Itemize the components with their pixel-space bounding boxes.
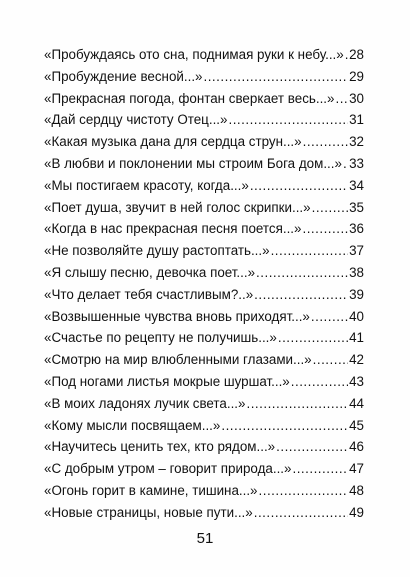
toc-entry: [44, 218, 364, 240]
toc-entry-title: «Что делает тебя счастливым?..»: [44, 286, 254, 302]
toc-entry-page: 45: [349, 417, 364, 433]
toc-dot-leader: [302, 218, 348, 240]
toc-entry: [44, 327, 364, 349]
toc-entry-page: 37: [349, 243, 364, 259]
toc-entry-title: «С добрым утром – говорит природа...»: [44, 461, 292, 477]
toc-dot-leader: [203, 66, 348, 88]
toc-dot-leader: [311, 306, 348, 328]
toc-entry: [44, 153, 364, 175]
toc-dot-leader: [303, 131, 349, 153]
toc-entry-page: 48: [349, 482, 364, 498]
toc-entry: [44, 175, 364, 197]
toc-dot-leader: [256, 262, 348, 284]
toc-entry-title: «Мы постигаем красоту, когда...»: [44, 177, 249, 193]
toc-entry-title: «Не позволяйте душу растоптать...»: [44, 243, 270, 259]
toc-dot-leader: [271, 240, 349, 262]
toc-entry: [44, 131, 364, 153]
toc-dot-leader: [291, 371, 348, 393]
toc-entry-page: 36: [349, 221, 364, 237]
toc-entry-page: 49: [349, 504, 364, 520]
toc-entry: [44, 284, 364, 306]
toc-entry: [44, 240, 364, 262]
toc-entry-title: «Поет душа, звучит в ней голос скрипки...»: [44, 199, 311, 215]
toc-dot-leader: [254, 284, 348, 306]
toc-entry-page: 28: [349, 47, 364, 62]
toc-dot-leader: [276, 436, 348, 458]
toc-entry-title: «Дай сердцу чистоту Отец...»: [44, 112, 228, 128]
toc-dot-leader: [335, 88, 348, 110]
toc-entry-title: «В моих ладонях лучик света...»: [44, 395, 246, 411]
page-number: 51: [196, 530, 214, 547]
toc-entry-page: 34: [349, 177, 364, 193]
toc-entry-title: «Я слышу песню, девочка поет...»: [44, 264, 256, 280]
toc-dot-leader: [228, 109, 348, 131]
toc-entry-title: «Счастье по рецепту не получишь...»: [44, 330, 277, 346]
toc-entry-title: «Огонь горит в камине, тишина...»: [44, 482, 258, 498]
toc-entry: [44, 436, 364, 458]
toc-entry-title: «Возвышенные чувства вновь приходят...»: [44, 308, 310, 324]
toc-entry-title: «В любви и поклонении мы строим Бога дом...»: [44, 155, 342, 171]
toc-entry: [44, 44, 364, 66]
toc-dot-leader: [313, 349, 348, 371]
toc-entry: [44, 502, 364, 524]
toc-entry-page: 39: [349, 286, 364, 302]
toc-entry-page: 31: [349, 112, 364, 128]
toc-entry-page: 42: [349, 352, 364, 368]
toc-entry-page: 41: [349, 330, 364, 346]
toc-entry-page: 38: [349, 264, 364, 280]
toc-entry-page: 29: [349, 68, 364, 84]
toc-dot-leader: [278, 327, 348, 349]
toc-dot-leader: [345, 44, 348, 66]
toc-entry: [44, 88, 364, 110]
toc-entry-title: «Смотрю на мир влюбленными глазами...»: [44, 352, 312, 368]
toc-dot-leader: [312, 197, 348, 219]
toc-entry: [44, 415, 364, 437]
toc-entry: [44, 480, 364, 502]
toc-entry: [44, 306, 364, 328]
toc-entry-page: 33: [349, 155, 364, 171]
toc-entry: [44, 109, 364, 131]
toc-entry: [44, 197, 364, 219]
toc-entry-title: «Когда в нас прекрасная песня поется...»: [44, 221, 302, 237]
toc-entry-title: «Кому мысли посвящаем...»: [44, 417, 221, 433]
toc-dot-leader: [254, 502, 348, 524]
toc-entry-page: 30: [349, 90, 364, 106]
toc-entry-title: «Прекрасная погода, фонтан сверкает весь...»: [44, 90, 335, 106]
toc-entry: [44, 262, 364, 284]
toc-dot-leader: [259, 480, 349, 502]
toc-dot-leader: [250, 175, 348, 197]
toc-dot-leader: [221, 415, 348, 437]
toc-dot-leader: [343, 153, 348, 175]
toc-entry: [44, 66, 364, 88]
toc-entry: [44, 371, 364, 393]
toc-entry-page: 46: [349, 439, 364, 455]
toc-entry-title: «Пробуждение весной...»: [44, 68, 203, 84]
toc-dot-leader: [246, 393, 348, 415]
toc-entry-title: «Новые страницы, новые пути...»: [44, 504, 253, 520]
toc-dot-leader: [292, 458, 348, 480]
toc-entry-title: «Пробуждаясь ото сна, поднимая руки к небу...»: [44, 47, 344, 62]
toc-entry-title: «Научитесь ценить тех, кто рядом...»: [44, 439, 276, 455]
toc-entry: [44, 393, 364, 415]
toc-entry-page: 47: [349, 461, 364, 477]
toc-entry-page: 43: [349, 373, 364, 389]
toc-entry: [44, 458, 364, 480]
toc-entry-page: 35: [349, 199, 364, 215]
toc-entry-page: 44: [349, 395, 364, 411]
toc-entry: [44, 349, 364, 371]
table-of-contents: [44, 44, 364, 524]
toc-entry-title: «Под ногами листья мокрые шуршат...»: [44, 373, 290, 389]
toc-entry-title: «Какая музыка дана для сердца струн...»: [44, 134, 302, 150]
toc-entry-page: 32: [349, 134, 364, 150]
toc-entry-page: 40: [349, 308, 364, 324]
